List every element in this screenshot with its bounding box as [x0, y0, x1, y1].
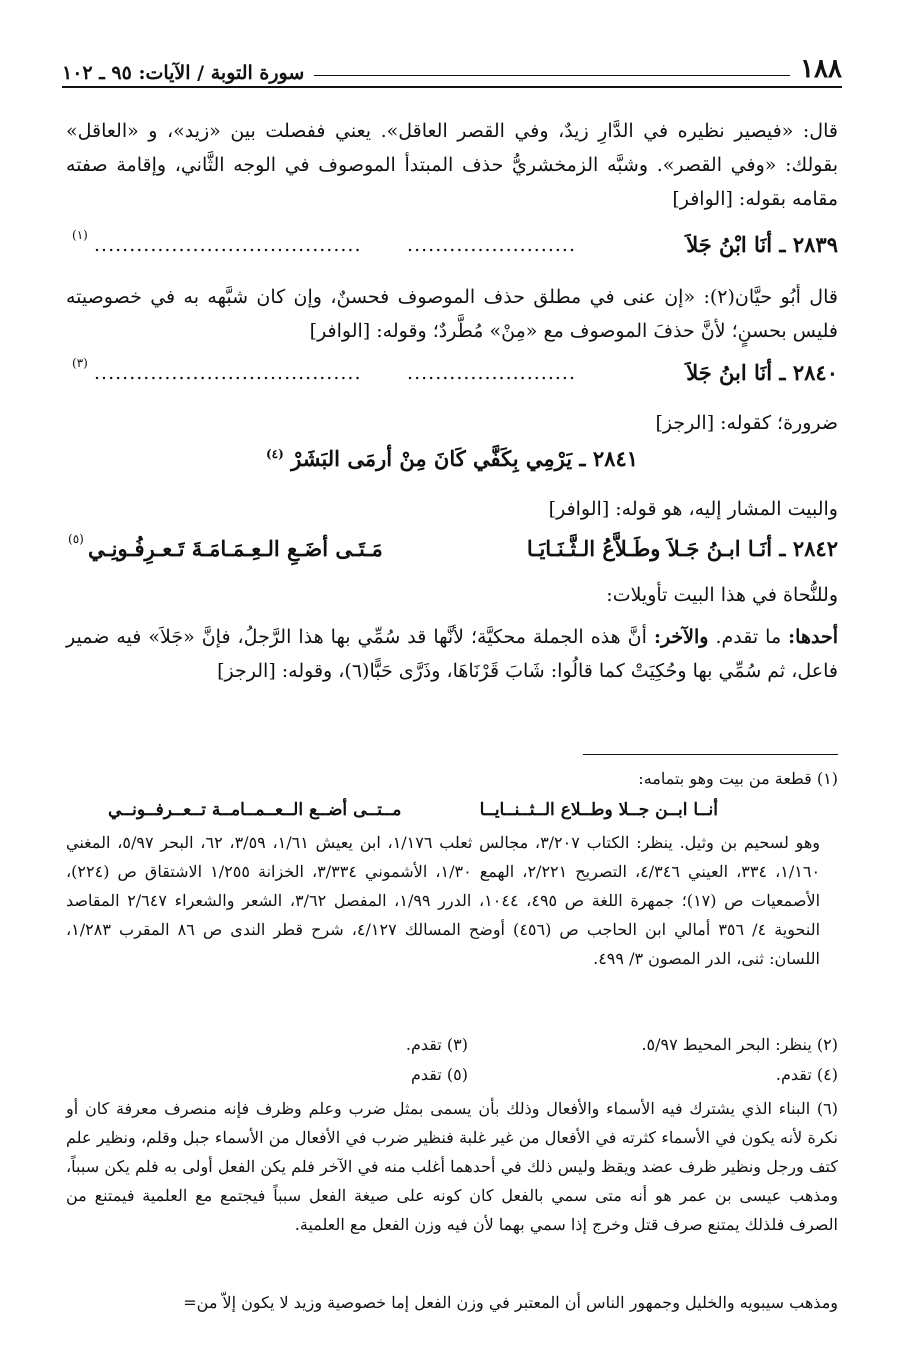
footnote-5: (٥) تقدم	[410, 1065, 468, 1084]
verse-text: أنَا ابْنُ جَلاَ	[686, 232, 773, 257]
footnote-text: (١) قطعة من بيت وهو بتمامه:	[638, 769, 838, 788]
running-title: سورة التوبة / الآيات: ٩٥ ـ ١٠٢	[62, 62, 305, 84]
paragraph-text: ما تقدم.	[708, 626, 789, 648]
paragraph-text: قال: «فيصير نظيره في الدَّارِ زيدٌ، وفي القصر العاقل». يعني ففصلت بين «زيد»، و «العاقل» بقولك: «وفي القصر». وشبَّه الزمخشريُّ حذف المبتدأ الموصوف في الوجه الثَّاني، وإقامة صفته مقامه بقوله: [الوافر]	[66, 120, 838, 210]
verse-dots: ........................	[407, 362, 576, 384]
footnote-6	[66, 1094, 838, 1239]
verse-dots: ......................................	[94, 234, 362, 256]
verse-hemistich-1: أنَـا ابـنُ جَـلاَ وطَـلاَّعُ الـثَّـنَـايَـا	[526, 536, 773, 561]
verse-text: يَرْمِي بِكَفَّي كَانَ مِنْ أرمَى البَشَرْ	[291, 446, 573, 471]
paragraph-text: ضرورة؛ كقوله: [الرجز]	[655, 412, 838, 434]
footnote-ref: (٥)	[68, 532, 84, 546]
verse-2842	[66, 532, 838, 572]
footnote-1	[66, 764, 838, 793]
verse-text: أنَا ابنُ جَلاَ	[686, 360, 773, 385]
paragraph-1	[66, 114, 838, 216]
footnote-separator	[583, 754, 838, 755]
paragraph-5	[66, 578, 838, 612]
verse-number: ٢٨٤١ ـ	[579, 446, 639, 471]
paragraph-text: والبيت المشار إليه، هو قوله: [الوافر]	[548, 498, 838, 520]
page-header	[62, 40, 842, 84]
verse-dots: ........................	[407, 234, 576, 256]
header-rule	[62, 86, 842, 88]
paragraph-3	[66, 406, 838, 440]
header-line	[314, 75, 790, 76]
footnote-3: (٣) تقدم.	[405, 1035, 468, 1054]
footnote-6-continued	[66, 1288, 838, 1317]
verse-hemistich-2: مــتــى أضــع الــعــمــامــة تــعــرفــونــي	[108, 800, 402, 820]
footnotes-2-5	[66, 1030, 838, 1090]
verse-2841	[66, 446, 838, 471]
footnote-text: ومذهب سيبويه والخليل وجمهور الناس أن المعتبر في وزن الفعل إما خصوصية وزيد لا يكون إلاّ من=	[183, 1293, 838, 1312]
verse-number: ٢٨٣٩ ـ	[779, 232, 838, 257]
footnote-text: (٦) البناء الذي يشترك فيه الأسماء والأفعال وذلك بأن يسمى بمثل ضرب وعلم وظرف فإنه منصرف معرفة كان أو نكرة لأنه يكون في الأسماء كثرته في الأفعال من غير غلبة فنظير ضرب في الأفعال من الأسماء جبل وقلم، ونظير علم كتف ورجل ونظير ظرف عضد ويقظ وليس ذلك في أحدهما أغلب منه في الآخر فلم يكن الفعل أولى به فلم يكن سبباً، ومذهب عيسى بن عمر هو أنه متى سمي بالفعل كان كونه على صيغة الفعل سبباً فيجتمع مع العلمية فيمتنع من الصرف فلذلك يمتنع صرف قتل وخرج إذا سمي بهما لأن فيه وزن الفعل مع العلمية.	[66, 1099, 838, 1234]
verse-hemistich-1: أنــا ابــن جــلا وطــلاع الــثــنــايــا	[479, 800, 718, 820]
footnote-ref: (٤)	[265, 447, 284, 461]
term-second: والآخر:	[653, 626, 709, 648]
footnote-ref: (٣)	[72, 356, 88, 370]
verse-2840	[66, 356, 838, 396]
verse-number: ٢٨٤٠ ـ	[779, 360, 838, 385]
verse-hemistich-2: مَـتَـى أضَـعِ الـعِـمَـامَـةَ تَـعـرِفُـونِـي	[88, 536, 383, 561]
paragraph-4	[66, 492, 838, 526]
paragraph-6	[66, 620, 838, 688]
paragraph-text: وللنُّحاة في هذا البيت تأويلات:	[606, 584, 838, 606]
verse-number: ٢٨٤٢ ـ	[779, 536, 838, 561]
term-first: أحدها:	[788, 626, 838, 648]
footnote-1-sources	[66, 828, 838, 973]
verse-2839	[66, 228, 838, 268]
paragraph-text: أنَّ هذه الجملة محكيَّة؛ لأنَّها قد سُمِّي بها هذا الرَّجلُ، فإنَّ «جَلاَ» فيه ضمير فاعل، ثم سُمِّي بها وحُكِيَتْ كما قالُوا: شَابَ قَرْنَاهَا، وذَرَّى حَبًّا(٦)، وقوله: [الرجز]	[66, 626, 838, 682]
footnote-text: وهو لسحيم بن وثيل. ينظر: الكتاب ٣/٢٠٧، مجالس ثعلب ١/١٧٦، ابن يعيش ١/٦١، ٣/٥٩، ٦٢، البحر ٥/٩٧، المغني ١/١٦٠، ٣٣٤، العيني ٤/٣٤٦، التصريح ٢/٢٢١، الهمع ١/٣٠، الأشموني ٣/٣٣٤، الخزانة ١/٢٥٥ الاشتقاق ص (٢٢٤)، الأصمعيات ص (١٧)؛ جمهرة اللغة ص ٤٩٥، ١٠٤٤، الدرر ١/٩٩، المفصل ٣/٦٢، الشعر والشعراء ٢/٦٤٧ المقاصد النحوية ٤/ ٣٥٦ أمالي ابن الحاجب ص (٤٥٦) أوضح المسالك ٤/١٢٧، شرح قطر الندى ص ٨٦ المقرب ١/٢٨٣، اللسان: ثنى، الدر المصون ٣/ ٤٩٩.	[66, 833, 821, 968]
paragraph-2	[66, 280, 838, 348]
page-number: ١٨٨	[800, 54, 842, 84]
paragraph-text: قال أبُو حيَّان(٢): «إن عنى في مطلق حذف الموصوف فحسنٌ، وإن كان شبَّهه به في خصوصيته فليس بحسنٍ؛ لأنَّ حذفَ الموصوف مع «مِنْ» مُطَّردٌ؛ وقوله: [الوافر]	[66, 286, 838, 342]
footnote-2: (٢) ينظر: البحر المحيط ٥/٩٧.	[641, 1035, 838, 1054]
footnote-ref: (١)	[72, 228, 88, 242]
footnote-4: (٤) تقدم.	[775, 1065, 838, 1084]
footnote-1-verse	[66, 796, 838, 826]
verse-dots: ......................................	[94, 362, 362, 384]
